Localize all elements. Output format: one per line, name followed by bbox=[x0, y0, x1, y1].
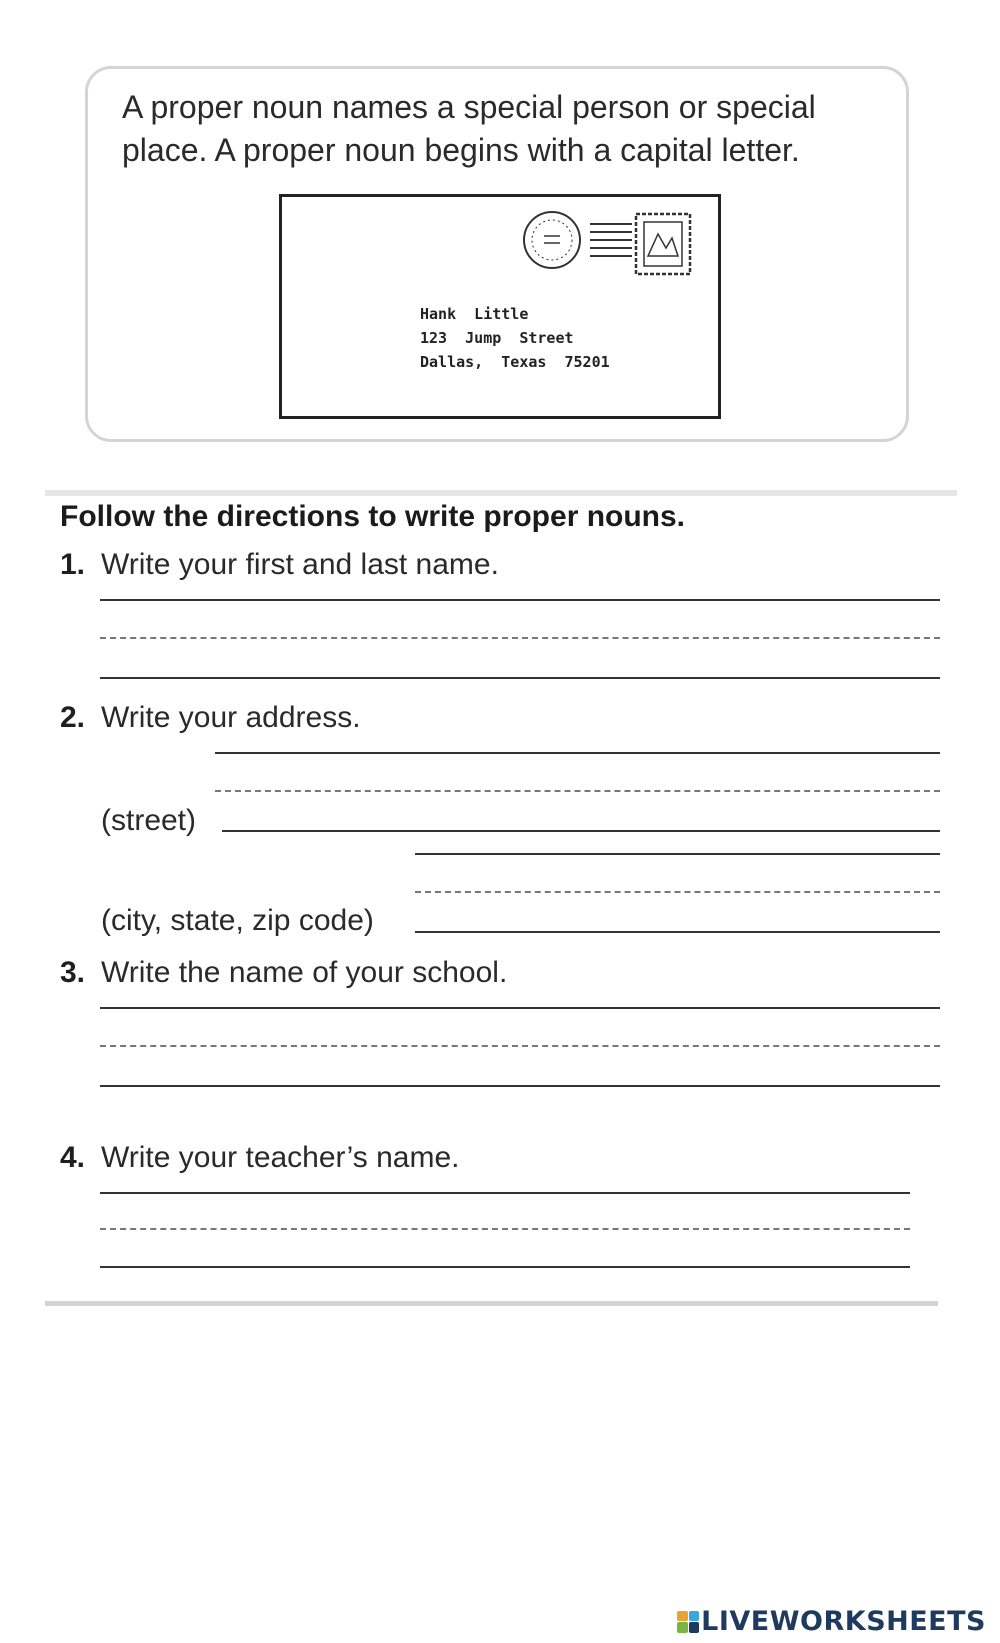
street-bottom-line bbox=[222, 830, 940, 832]
liveworksheets-logo-icon bbox=[677, 1611, 699, 1633]
street-top-line bbox=[215, 752, 940, 754]
q1-bottom-line bbox=[100, 677, 940, 679]
logo-square-1 bbox=[677, 1611, 688, 1622]
section-divider-top bbox=[45, 490, 957, 496]
logo-square-2 bbox=[689, 1611, 700, 1622]
q4-number: 4. bbox=[60, 1141, 86, 1174]
logo-square-3 bbox=[677, 1622, 688, 1633]
section-divider-bottom bbox=[45, 1301, 938, 1306]
directions-title: Follow the directions to write proper nouns. bbox=[60, 500, 686, 533]
q1-number: 1. bbox=[60, 548, 86, 581]
q2-number: 2. bbox=[60, 701, 86, 734]
q1-top-line bbox=[100, 599, 940, 601]
q4-bottom-line bbox=[100, 1266, 910, 1268]
city-answer-line[interactable] bbox=[415, 891, 940, 893]
q3-text: Write the name of your school. bbox=[101, 956, 508, 989]
q1-text: Write your first and last name. bbox=[101, 548, 499, 581]
street-label: (street) bbox=[101, 804, 197, 837]
definition-line-2: place. A proper noun begins with a capital letter. bbox=[122, 132, 800, 168]
q3-top-line bbox=[100, 1007, 940, 1009]
q1-answer-line[interactable] bbox=[100, 637, 940, 639]
postmark-and-stamp-icon bbox=[520, 210, 710, 286]
q2-text: Write your address. bbox=[101, 701, 361, 734]
definition-text bbox=[122, 86, 902, 172]
definition-line-1: A proper noun names a special person or special bbox=[122, 89, 816, 125]
q4-text: Write your teacher’s name. bbox=[101, 1141, 460, 1174]
city-state-zip-label: (city, state, zip code) bbox=[101, 904, 374, 937]
city-bottom-line bbox=[415, 931, 940, 933]
q3-answer-line[interactable] bbox=[100, 1045, 940, 1047]
logo-square-4 bbox=[689, 1622, 700, 1633]
liveworksheets-logo bbox=[677, 1606, 986, 1637]
envelope-street: 123 Jump Street bbox=[420, 329, 574, 347]
q4-top-line bbox=[100, 1192, 910, 1194]
street-answer-line[interactable] bbox=[215, 790, 940, 792]
liveworksheets-brand-text: LIVEWORKSHEETS bbox=[701, 1606, 986, 1637]
q3-bottom-line bbox=[100, 1085, 940, 1087]
envelope-city: Dallas, Texas 75201 bbox=[420, 353, 610, 371]
envelope-address bbox=[420, 302, 610, 374]
envelope-name: Hank Little bbox=[420, 305, 529, 323]
q3-number: 3. bbox=[60, 956, 86, 989]
q4-answer-line[interactable] bbox=[100, 1228, 910, 1230]
city-top-line bbox=[415, 853, 940, 855]
